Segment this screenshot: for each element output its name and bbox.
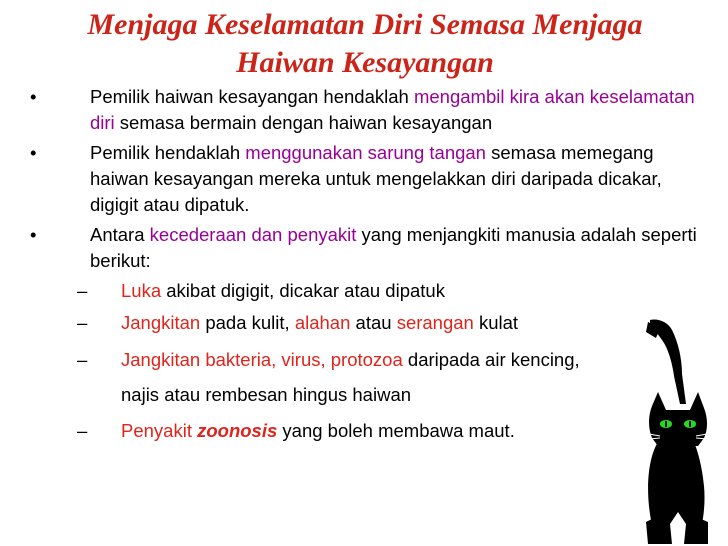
bullet-text: Antara bbox=[90, 224, 150, 245]
sub-mark: – bbox=[77, 420, 88, 441]
sub-mark: – bbox=[77, 280, 88, 301]
bullet-item bbox=[0, 84, 700, 136]
bullet-mark: • bbox=[30, 86, 37, 107]
bullet-highlight: menggunakan sarung tangan bbox=[245, 142, 486, 163]
sub-text: daripada air kencing, najis atau rembesan hingus haiwan bbox=[121, 349, 580, 405]
sub-item bbox=[0, 278, 700, 304]
slide-body bbox=[0, 84, 700, 444]
sub-highlight: Luka bbox=[121, 280, 162, 301]
slide-title bbox=[40, 6, 690, 82]
sub-text: atau bbox=[350, 312, 397, 333]
sub-highlight: Jangkitan bakteria, virus, protozoa bbox=[121, 349, 403, 370]
sub-highlight: Penyakit bbox=[121, 420, 198, 441]
bullet-text: Pemilik hendaklah bbox=[90, 142, 246, 163]
sub-highlight: serangan bbox=[396, 312, 474, 333]
sub-text: kulat bbox=[473, 312, 519, 333]
sub-item bbox=[0, 418, 700, 444]
sub-item bbox=[0, 310, 700, 336]
bullet-text: yang menjangkiti manusia adalah seperti berikut: bbox=[90, 224, 697, 271]
bullet-mark: • bbox=[30, 142, 37, 163]
sub-highlight: Jangkitan bbox=[121, 312, 201, 333]
slide-title-line2: Haiwan Kesayangan bbox=[236, 46, 494, 79]
sub-text: akibat digigit, dicakar atau dipatuk bbox=[161, 280, 445, 301]
bullet-text: Pemilik haiwan kesayangan hendaklah bbox=[90, 86, 414, 107]
bullet-highlight: mengambil kira akan keselamatan diri bbox=[90, 86, 695, 133]
sub-highlight-emphasis: zoonosis bbox=[197, 420, 278, 441]
bullet-text: semasa memegang haiwan kesayangan mereka untuk mengelakkan diri daripada dicakar, digigit atau dipatuk. bbox=[90, 142, 662, 215]
bullet-item bbox=[0, 222, 700, 274]
bullet-highlight: kecederaan dan penyakit bbox=[149, 224, 357, 245]
sub-text: pada kulit, bbox=[200, 312, 295, 333]
black-cat-icon bbox=[628, 318, 728, 546]
bullet-text: semasa bermain dengan haiwan kesayangan bbox=[114, 112, 493, 133]
sub-mark: – bbox=[77, 312, 88, 333]
bullet-mark: • bbox=[30, 224, 37, 245]
slide-title-line1: Menjaga Keselamatan Diri Semasa Menjaga bbox=[87, 8, 643, 41]
sub-mark: – bbox=[77, 349, 88, 370]
sub-highlight: alahan bbox=[294, 312, 351, 333]
sub-text: yang boleh membawa maut. bbox=[277, 420, 515, 441]
bullet-item bbox=[0, 140, 700, 218]
sub-item bbox=[0, 342, 621, 412]
